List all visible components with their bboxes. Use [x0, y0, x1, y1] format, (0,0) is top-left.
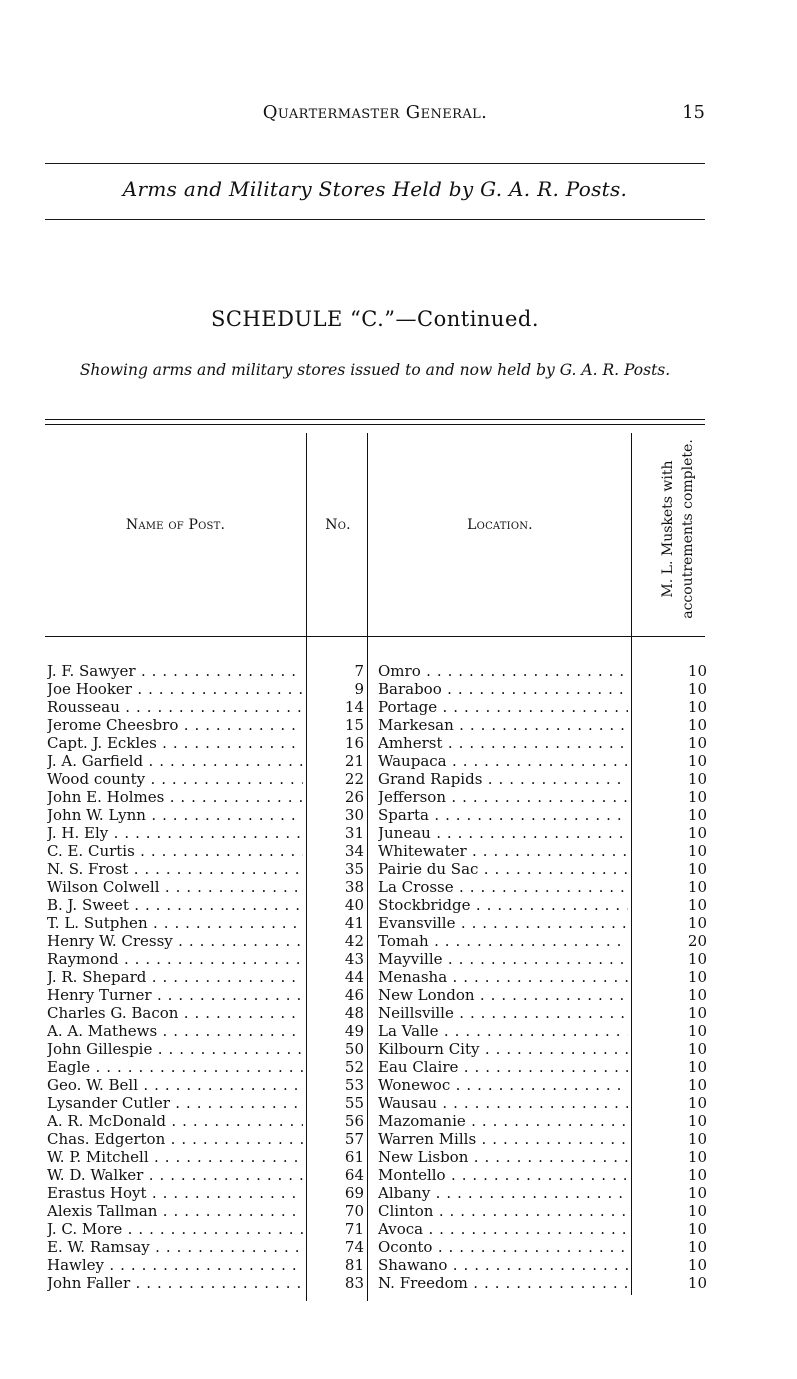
post-number: 14	[344, 698, 364, 716]
post-number: 52	[344, 1058, 364, 1076]
post-location: Tomah . . .	[378, 932, 628, 950]
post-number: 44	[344, 968, 364, 986]
post-name: Charles G. Bacon . . .	[47, 1004, 303, 1022]
muskets-count: 10	[687, 1112, 707, 1130]
table-row	[45, 860, 705, 878]
post-number: 64	[344, 1166, 364, 1184]
post-number: 7	[354, 662, 364, 680]
post-location: New Lisbon . . .	[378, 1148, 628, 1166]
location-cell	[378, 680, 628, 698]
post-number: 70	[344, 1202, 364, 1220]
post-name: Raymond . . .	[47, 950, 303, 968]
location-cell	[378, 788, 628, 806]
muskets-count: 10	[687, 1022, 707, 1040]
post-location: Baraboo . . .	[378, 680, 628, 698]
muskets-count: 10	[687, 752, 707, 770]
table-row	[45, 788, 705, 806]
post-name: E. W. Ramsay . . .	[47, 1238, 303, 1256]
table-top-rule	[45, 419, 705, 420]
post-name: Henry Turner . . .	[47, 986, 303, 1004]
post-number: 40	[344, 896, 364, 914]
muskets-count: 10	[687, 1076, 707, 1094]
header-rule-bottom	[45, 219, 705, 220]
muskets-count: 10	[687, 1274, 707, 1292]
post-location: La Crosse . . .	[378, 878, 628, 896]
post-name-cell	[47, 1094, 303, 1112]
post-name: Capt. J. Eckles . . .	[47, 734, 303, 752]
post-name: Alexis Tallman . . .	[47, 1202, 303, 1220]
table-row	[45, 1094, 705, 1112]
post-name: J. C. More . . .	[47, 1220, 303, 1238]
post-number: 81	[344, 1256, 364, 1274]
table-row	[45, 1058, 705, 1076]
muskets-count: 20	[687, 932, 707, 950]
post-location: Shawano . . .	[378, 1256, 628, 1274]
post-name-cell	[47, 824, 303, 842]
table-row	[45, 1004, 705, 1022]
post-location: Wonewoc . . .	[378, 1076, 628, 1094]
location-cell	[378, 1202, 628, 1220]
table-row	[45, 914, 705, 932]
post-name: Jerome Cheesbro . . .	[47, 716, 303, 734]
post-name: W. P. Mitchell . . .	[47, 1148, 303, 1166]
post-name-cell	[47, 770, 303, 788]
post-location: Waupaca . . .	[378, 752, 628, 770]
table-row	[45, 1184, 705, 1202]
post-number: 53	[344, 1076, 364, 1094]
table-row	[45, 662, 705, 680]
post-number: 42	[344, 932, 364, 950]
post-location: Avoca . . .	[378, 1220, 628, 1238]
post-location: Amherst . . .	[378, 734, 628, 752]
post-location: Albany . . .	[378, 1184, 628, 1202]
running-head	[0, 102, 797, 128]
column-header-name: Name of Post.	[125, 517, 226, 533]
table-row	[45, 1040, 705, 1058]
post-number: 35	[344, 860, 364, 878]
location-cell	[378, 842, 628, 860]
post-name: Hawley . . .	[47, 1256, 303, 1274]
location-cell	[378, 896, 628, 914]
post-location: Menasha . . .	[378, 968, 628, 986]
post-location: Oconto . . .	[378, 1238, 628, 1256]
muskets-count: 10	[687, 680, 707, 698]
post-name: N. S. Frost . . .	[47, 860, 303, 878]
post-number: 26	[344, 788, 364, 806]
muskets-count: 10	[687, 1166, 707, 1184]
table-row	[45, 950, 705, 968]
post-location: Sparta . . .	[378, 806, 628, 824]
table-row	[45, 716, 705, 734]
post-name-cell	[47, 1130, 303, 1148]
post-name-cell	[47, 1184, 303, 1202]
post-name-cell	[47, 1256, 303, 1274]
muskets-count: 10	[687, 1148, 707, 1166]
post-location: Kilbourn City . . .	[378, 1040, 628, 1058]
post-number: 15	[344, 716, 364, 734]
location-cell	[378, 1094, 628, 1112]
muskets-count: 10	[687, 968, 707, 986]
muskets-count: 10	[687, 842, 707, 860]
post-location: Warren Mills . . .	[378, 1130, 628, 1148]
post-name-cell	[47, 662, 303, 680]
post-location: Clinton . . .	[378, 1202, 628, 1220]
post-number: 21	[344, 752, 364, 770]
section-title: Arms and Military Stores Held by G. A. R. Posts.	[122, 177, 628, 201]
table-row	[45, 1148, 705, 1166]
post-number: 56	[344, 1112, 364, 1130]
location-cell	[378, 860, 628, 878]
location-cell	[378, 1148, 628, 1166]
table-row	[45, 734, 705, 752]
post-name: Geo. W. Bell . . .	[47, 1076, 303, 1094]
post-location: Evansville . . .	[378, 914, 628, 932]
post-name-cell	[47, 806, 303, 824]
post-number: 22	[344, 770, 364, 788]
post-name: J. H. Ely . . .	[47, 824, 303, 842]
location-cell	[378, 716, 628, 734]
table-row	[45, 1130, 705, 1148]
post-name: A. A. Mathews . . .	[47, 1022, 303, 1040]
post-number: 9	[354, 680, 364, 698]
post-name-cell	[47, 1274, 303, 1292]
location-cell	[378, 824, 628, 842]
muskets-count: 10	[687, 1094, 707, 1112]
post-name-cell	[47, 1112, 303, 1130]
post-name: Rousseau . . .	[47, 698, 303, 716]
post-location: Neillsville . . .	[378, 1004, 628, 1022]
muskets-count: 10	[687, 770, 707, 788]
post-name-cell	[47, 914, 303, 932]
location-cell	[378, 1076, 628, 1094]
post-number: 61	[344, 1148, 364, 1166]
post-name: A. R. McDonald . . .	[47, 1112, 303, 1130]
table-body	[45, 662, 705, 1292]
post-location: New London . . .	[378, 986, 628, 1004]
location-cell	[378, 1040, 628, 1058]
location-cell	[378, 1256, 628, 1274]
page-number: 15	[682, 102, 705, 123]
muskets-count: 10	[687, 1256, 707, 1274]
post-number: 83	[344, 1274, 364, 1292]
post-name-cell	[47, 878, 303, 896]
post-location: Grand Rapids . . .	[378, 770, 628, 788]
post-name: Wood county . . .	[47, 770, 303, 788]
table-row	[45, 932, 705, 950]
post-name: Erastus Hoyt . . .	[47, 1184, 303, 1202]
header-rule-top	[45, 163, 705, 164]
post-number: 49	[344, 1022, 364, 1040]
table-top-rule-inner	[45, 424, 705, 425]
post-number: 31	[344, 824, 364, 842]
post-name: Wilson Colwell . . .	[47, 878, 303, 896]
location-cell	[378, 1184, 628, 1202]
post-location: Omro . . .	[378, 662, 628, 680]
post-name: J. R. Shepard . . .	[47, 968, 303, 986]
post-name-cell	[47, 716, 303, 734]
post-name: J. F. Sawyer . . .	[47, 662, 303, 680]
muskets-count: 10	[687, 1130, 707, 1148]
post-name: John Faller . . .	[47, 1274, 303, 1292]
muskets-count: 10	[687, 716, 707, 734]
location-cell	[378, 770, 628, 788]
post-name-cell	[47, 1058, 303, 1076]
table-row	[45, 770, 705, 788]
post-number: 57	[344, 1130, 364, 1148]
muskets-count: 10	[687, 1202, 707, 1220]
post-location: Mayville . . .	[378, 950, 628, 968]
post-name-cell	[47, 1202, 303, 1220]
post-name-cell	[47, 896, 303, 914]
post-name: John E. Holmes . . .	[47, 788, 303, 806]
muskets-count: 10	[687, 1220, 707, 1238]
location-cell	[378, 950, 628, 968]
location-cell	[378, 878, 628, 896]
location-cell	[378, 986, 628, 1004]
post-location: Portage . . .	[378, 698, 628, 716]
column-header-muskets	[631, 429, 705, 629]
column-header-location: Location.	[467, 517, 533, 533]
schedule-description: Showing arms and military stores issued to and now held by G. A. R. Posts.	[79, 361, 671, 379]
post-name: Eagle . . .	[47, 1058, 303, 1076]
running-title: Quartermaster General.	[262, 102, 488, 123]
post-number: 41	[344, 914, 364, 932]
post-name-cell	[47, 842, 303, 860]
table-row	[45, 1112, 705, 1130]
table-row	[45, 1220, 705, 1238]
post-name-cell	[47, 860, 303, 878]
table-row	[45, 1256, 705, 1274]
column-header-no: No.	[325, 517, 351, 533]
post-name-cell	[47, 1220, 303, 1238]
post-location: Juneau . . .	[378, 824, 628, 842]
post-number: 55	[344, 1094, 364, 1112]
post-name: John W. Lynn . . .	[47, 806, 303, 824]
location-cell	[378, 968, 628, 986]
post-name: T. L. Sutphen . . .	[47, 914, 303, 932]
post-name: W. D. Walker . . .	[47, 1166, 303, 1184]
muskets-count: 10	[687, 662, 707, 680]
post-number: 34	[344, 842, 364, 860]
table-row	[45, 1076, 705, 1094]
post-name-cell	[47, 698, 303, 716]
table-row	[45, 1022, 705, 1040]
muskets-count: 10	[687, 1184, 707, 1202]
post-location: Eau Claire . . .	[378, 1058, 628, 1076]
location-cell	[378, 1004, 628, 1022]
table-row	[45, 986, 705, 1004]
muskets-count: 10	[687, 1238, 707, 1256]
post-location: Montello . . .	[378, 1166, 628, 1184]
location-cell	[378, 1130, 628, 1148]
post-location: Stockbridge . . .	[378, 896, 628, 914]
post-number: 30	[344, 806, 364, 824]
post-location: Pairie du Sac . . .	[378, 860, 628, 878]
table-row	[45, 878, 705, 896]
post-name: Chas. Edgerton . . .	[47, 1130, 303, 1148]
table-row	[45, 752, 705, 770]
post-name-cell	[47, 932, 303, 950]
muskets-count: 10	[687, 698, 707, 716]
post-location: Wausau . . .	[378, 1094, 628, 1112]
post-location: La Valle . . .	[378, 1022, 628, 1040]
location-cell	[378, 806, 628, 824]
table-row	[45, 806, 705, 824]
posts-table	[45, 419, 705, 1299]
post-location: Whitewater . . .	[378, 842, 628, 860]
table-row	[45, 842, 705, 860]
post-name-cell	[47, 734, 303, 752]
post-name: B. J. Sweet . . .	[47, 896, 303, 914]
post-number: 46	[344, 986, 364, 1004]
muskets-count: 10	[687, 734, 707, 752]
post-number: 69	[344, 1184, 364, 1202]
post-number: 16	[344, 734, 364, 752]
muskets-count: 10	[687, 1004, 707, 1022]
table-row	[45, 1202, 705, 1220]
muskets-count: 10	[687, 860, 707, 878]
muskets-count: 10	[687, 896, 707, 914]
muskets-count: 10	[687, 914, 707, 932]
table-row	[45, 1166, 705, 1184]
location-cell	[378, 1274, 628, 1292]
post-name-cell	[47, 1076, 303, 1094]
schedule-title: SCHEDULE “C.”—Continued.	[210, 307, 540, 331]
post-name-cell	[47, 986, 303, 1004]
muskets-count: 10	[687, 806, 707, 824]
location-cell	[378, 1022, 628, 1040]
post-number: 74	[344, 1238, 364, 1256]
table-row	[45, 896, 705, 914]
column-header-muskets-text: M. L. Muskets with accoutrements complete.	[660, 439, 696, 619]
post-location: Markesan . . .	[378, 716, 628, 734]
post-name: Joe Hooker . . .	[47, 680, 303, 698]
post-location: Jefferson . . .	[378, 788, 628, 806]
table-row	[45, 1274, 705, 1292]
post-number: 71	[344, 1220, 364, 1238]
location-cell	[378, 1058, 628, 1076]
post-location: N. Freedom . . .	[378, 1274, 628, 1292]
location-cell	[378, 1238, 628, 1256]
post-number: 43	[344, 950, 364, 968]
post-name-cell	[47, 1238, 303, 1256]
location-cell	[378, 662, 628, 680]
post-name-cell	[47, 950, 303, 968]
post-name-cell	[47, 1004, 303, 1022]
post-name-cell	[47, 680, 303, 698]
location-cell	[378, 752, 628, 770]
muskets-count: 10	[687, 878, 707, 896]
table-row	[45, 1238, 705, 1256]
post-name: C. E. Curtis . . .	[47, 842, 303, 860]
post-number: 48	[344, 1004, 364, 1022]
muskets-count: 10	[687, 788, 707, 806]
muskets-count: 10	[687, 1040, 707, 1058]
location-cell	[378, 698, 628, 716]
location-cell	[378, 734, 628, 752]
location-cell	[378, 1112, 628, 1130]
location-cell	[378, 1220, 628, 1238]
post-name-cell	[47, 788, 303, 806]
post-name: J. A. Garfield . . .	[47, 752, 303, 770]
table-row	[45, 698, 705, 716]
post-name: John Gillespie . . .	[47, 1040, 303, 1058]
table-row	[45, 824, 705, 842]
post-location: Mazomanie . . .	[378, 1112, 628, 1130]
muskets-count: 10	[687, 950, 707, 968]
post-name: Lysander Cutler . . .	[47, 1094, 303, 1112]
table-row	[45, 680, 705, 698]
post-name-cell	[47, 1022, 303, 1040]
muskets-count: 10	[687, 986, 707, 1004]
post-name: Henry W. Cressy . . .	[47, 932, 303, 950]
muskets-count: 10	[687, 1058, 707, 1076]
table-row	[45, 968, 705, 986]
muskets-count: 10	[687, 824, 707, 842]
header-bottom-rule	[45, 636, 705, 637]
post-number: 50	[344, 1040, 364, 1058]
post-name-cell	[47, 752, 303, 770]
post-name-cell	[47, 1040, 303, 1058]
location-cell	[378, 1166, 628, 1184]
location-cell	[378, 932, 628, 950]
post-name-cell	[47, 1148, 303, 1166]
post-name-cell	[47, 1166, 303, 1184]
location-cell	[378, 914, 628, 932]
post-number: 38	[344, 878, 364, 896]
post-name-cell	[47, 968, 303, 986]
